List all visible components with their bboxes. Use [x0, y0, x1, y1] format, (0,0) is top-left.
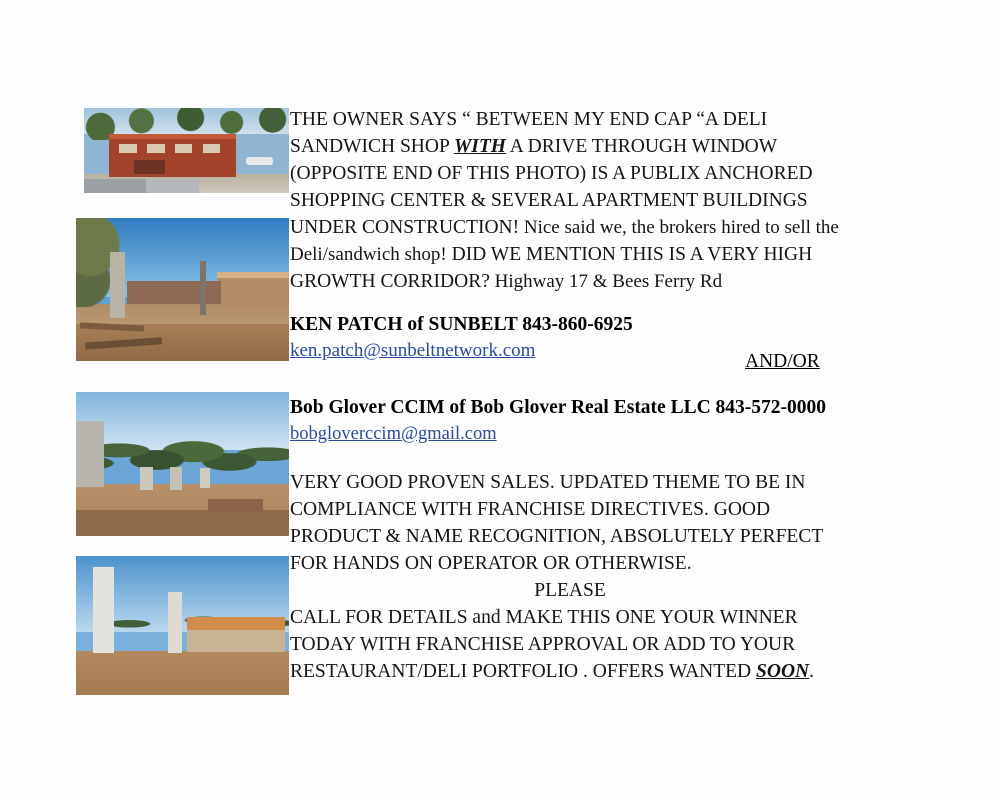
- body2-line4: FOR HANDS ON OPERATOR OR OTHERWISE.: [290, 553, 692, 574]
- photo-end-cap-building: [84, 108, 289, 193]
- paragraph1-line5: [290, 214, 930, 241]
- paragraph1-line7: [290, 268, 930, 295]
- paragraph1-line6-part-b: DID WE MENTION THIS IS A VERY HIGH: [446, 244, 813, 265]
- paragraph1-line1: THE OWNER SAYS “ BETWEEN MY END CAP “A DELI: [290, 109, 768, 130]
- paragraph1-line3: (OPPOSITE END OF THIS PHOTO) IS A PUBLIX ANCHORED: [290, 163, 813, 184]
- with-emphasis: WITH: [453, 136, 506, 157]
- agent1-name: KEN PATCH of SUNBELT 843-860-6925: [290, 314, 633, 335]
- paragraph1-line6-part-a: Deli/sandwich shop!: [290, 244, 447, 265]
- body3-line3-part-a: RESTAURANT/DELI PORTFOLIO . OFFERS WANTED: [290, 661, 757, 682]
- sales-description-paragraph: [290, 469, 930, 604]
- please-line: PLEASE: [534, 580, 606, 601]
- paragraph1-line7-part-b: Highway 17 & Bees Ferry Rd: [489, 271, 723, 292]
- agent2-email-link[interactable]: bobgloverccim@gmail.com: [290, 424, 497, 444]
- paragraph1-line4: SHOPPING CENTER & SEVERAL APARTMENT BUILDINGS: [290, 190, 808, 211]
- soon-emphasis: SOON: [756, 661, 810, 682]
- paragraph1-line2-part-b: A DRIVE THROUGH WINDOW: [505, 136, 778, 157]
- body3-line3-part-b: .: [809, 661, 814, 682]
- agent2-name: Bob Glover CCIM of Bob Glover Real Estate LLC 843-572-0000: [290, 397, 827, 418]
- paragraph1-line2-part-a: SANDWICH SHOP: [290, 136, 454, 157]
- paragraph1-line7-part-a: GROWTH CORRIDOR?: [290, 271, 490, 292]
- paragraph1-line5-part-a: UNDER CONSTRUCTION!: [290, 217, 520, 238]
- call-to-action-paragraph: [290, 604, 930, 685]
- document-text-column: [290, 106, 930, 685]
- body3-line2: TODAY WITH FRANCHISE APPROVAL OR ADD TO YOUR: [290, 634, 796, 655]
- and-or-label: AND/OR: [745, 351, 820, 372]
- paragraph1-line6: [290, 241, 930, 268]
- photo-construction-site: [76, 218, 289, 361]
- body2-line1: VERY GOOD PROVEN SALES. UPDATED THEME TO BE IN: [290, 472, 806, 493]
- body2-line2: COMPLIANCE WITH FRANCHISE DIRECTIVES. GOOD: [290, 499, 771, 520]
- owner-statement-paragraph: [290, 106, 930, 295]
- paragraph1-line5-part-b: Nice said we, the brokers hired to sell the: [519, 217, 839, 238]
- photo-tree-line-foundation: [76, 392, 289, 536]
- body3-line3: [290, 658, 930, 685]
- body2-line3: PRODUCT & NAME RECOGNITION, ABSOLUTELY PERFECT: [290, 526, 824, 547]
- body3-line1: [290, 604, 930, 631]
- agent1-email-link[interactable]: ken.patch@sunbeltnetwork.com: [290, 340, 536, 361]
- photo-apartment-construction: [76, 556, 289, 695]
- paragraph1-line2: [290, 133, 930, 160]
- body3-line1-part-b: MAKE THIS ONE YOUR WINNER: [500, 607, 798, 628]
- body3-line1-part-a: CALL FOR DETAILS and: [290, 607, 501, 628]
